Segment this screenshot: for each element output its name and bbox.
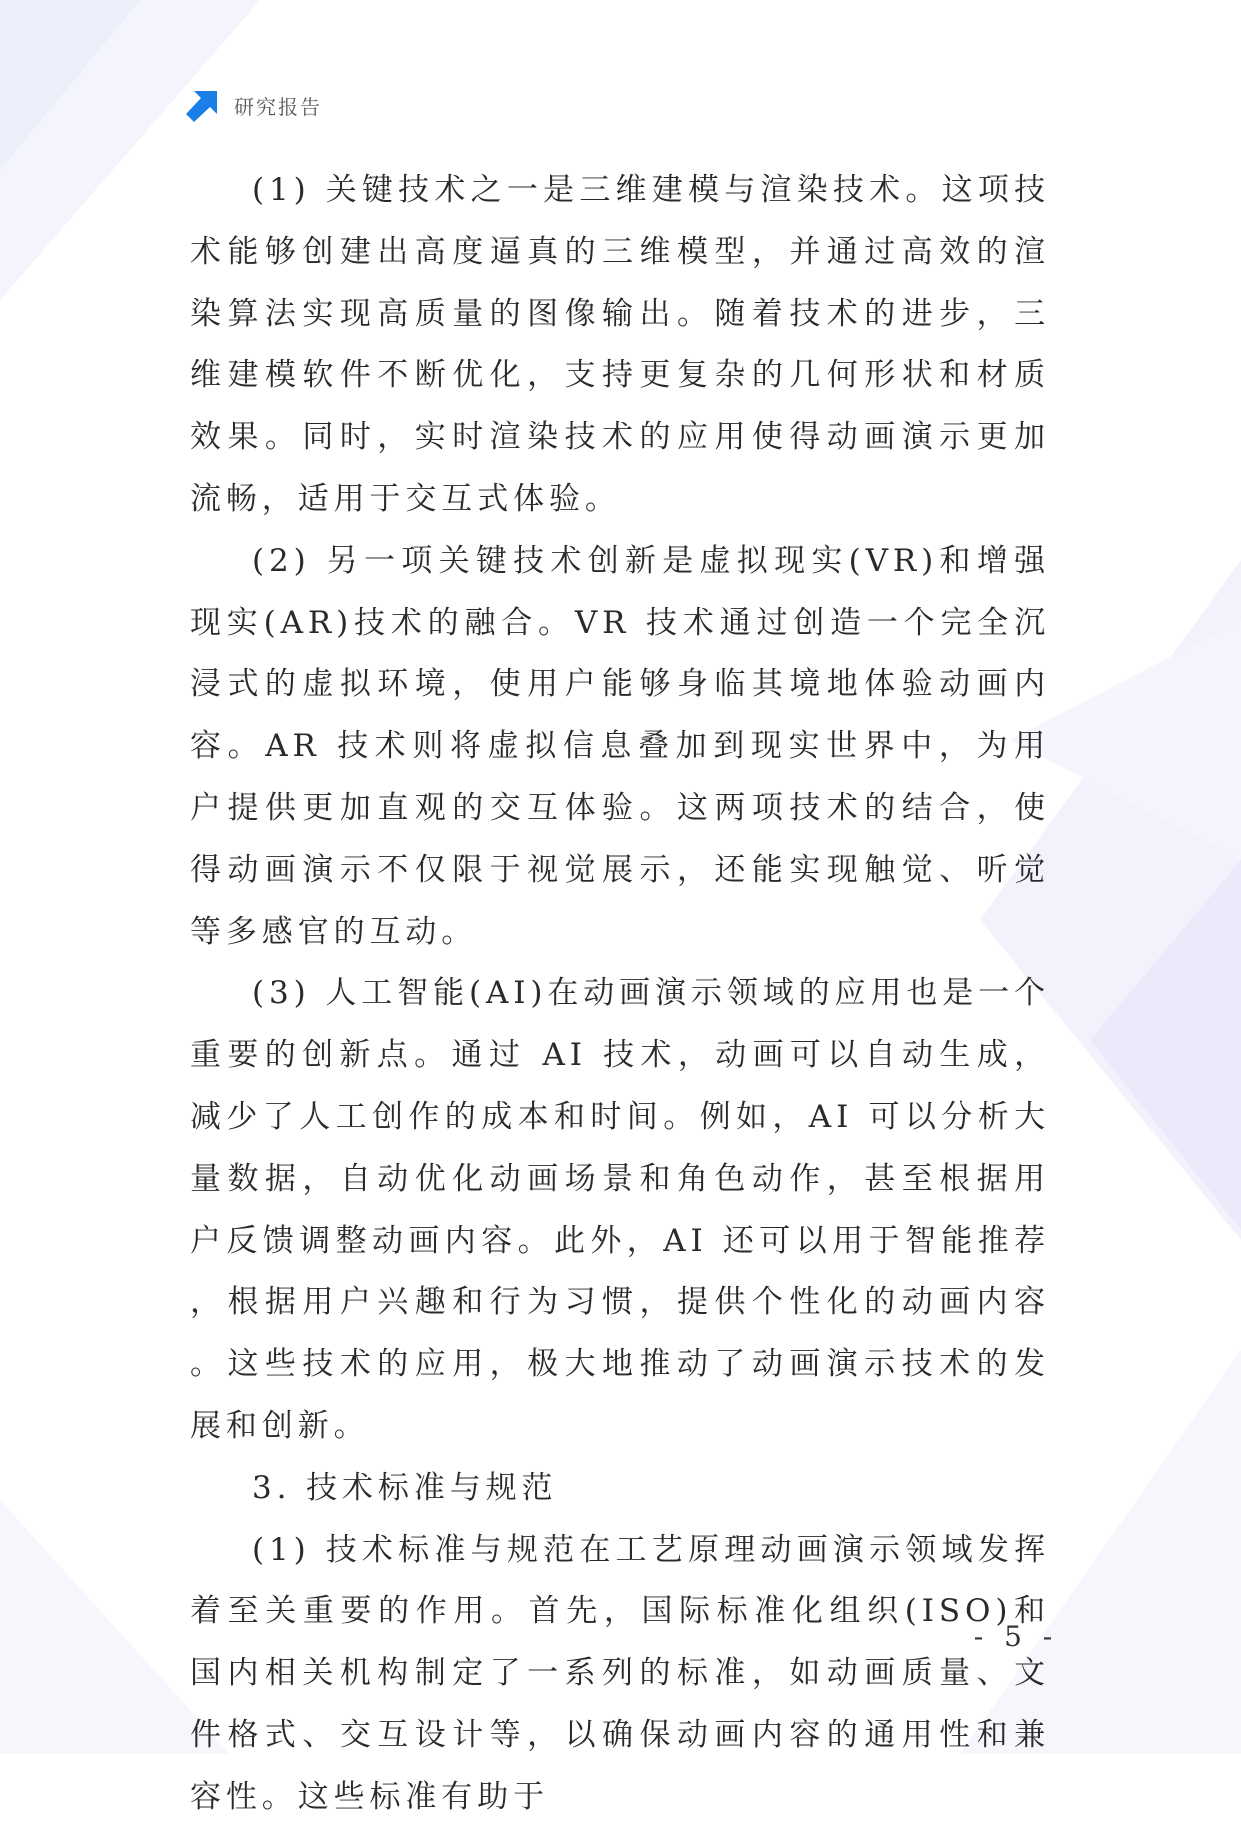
header-title: 研究报告 bbox=[234, 94, 322, 119]
document-body bbox=[190, 160, 1050, 1829]
paragraph: (1) 技术标准与规范在工艺原理动画演示领域发挥着至关重要的作用。首先，国际标准化组织(ISO)和国内相关机构制定了一系列的标准，如动画质量、文件格式、交互设计等，以确保动画内容的通用性和兼容性。这些标准有助于 bbox=[190, 1531, 1050, 1815]
paragraph: (3) 人工智能(AI)在动画演示领域的应用也是一个重要的创新点。通过 AI 技术，动画可以自动生成，减少了人工创作的成本和时间。例如，AI 可以分析大量数据，自动优化动画场景和角色动作，甚至根据用户反馈调整动画内容。此外，AI 还可以用于智能推荐，根据用户兴趣和行为习惯，提供个性化的动画内容。这些技术的应用，极大地推动了动画演示技术的发展和创新。 bbox=[190, 975, 1050, 1444]
paragraph: (1) 关键技术之一是三维建模与渲染技术。这项技术能够创建出高度逼真的三维模型，并通过高效的渲染算法实现高质量的图像输出。随着技术的进步，三维建模软件不断优化，支持更复杂的几何形状和材质效果。同时，实时渲染技术的应用使得动画演示更加流畅，适用于交互式体验。 bbox=[190, 172, 1050, 517]
page-number: - 5 - bbox=[973, 1620, 1059, 1653]
section-heading: 3. 技术标准与规范 bbox=[252, 1469, 558, 1506]
arrow-up-right-icon bbox=[186, 88, 220, 122]
paragraph: (2) 另一项关键技术创新是虚拟现实(VR)和增强现实(AR)技术的融合。VR 技术通过创造一个完全沉浸式的虚拟环境，使用户能够身临其境地体验动画内容。AR 技术则将虚拟信息叠加到现实世界中，为用户提供更加直观的交互体验。这两项技术的结合，使得动画演示不仅限于视觉展示，还能实现触觉、听觉等多感官的互动。 bbox=[190, 542, 1050, 950]
page-header bbox=[186, 88, 322, 122]
